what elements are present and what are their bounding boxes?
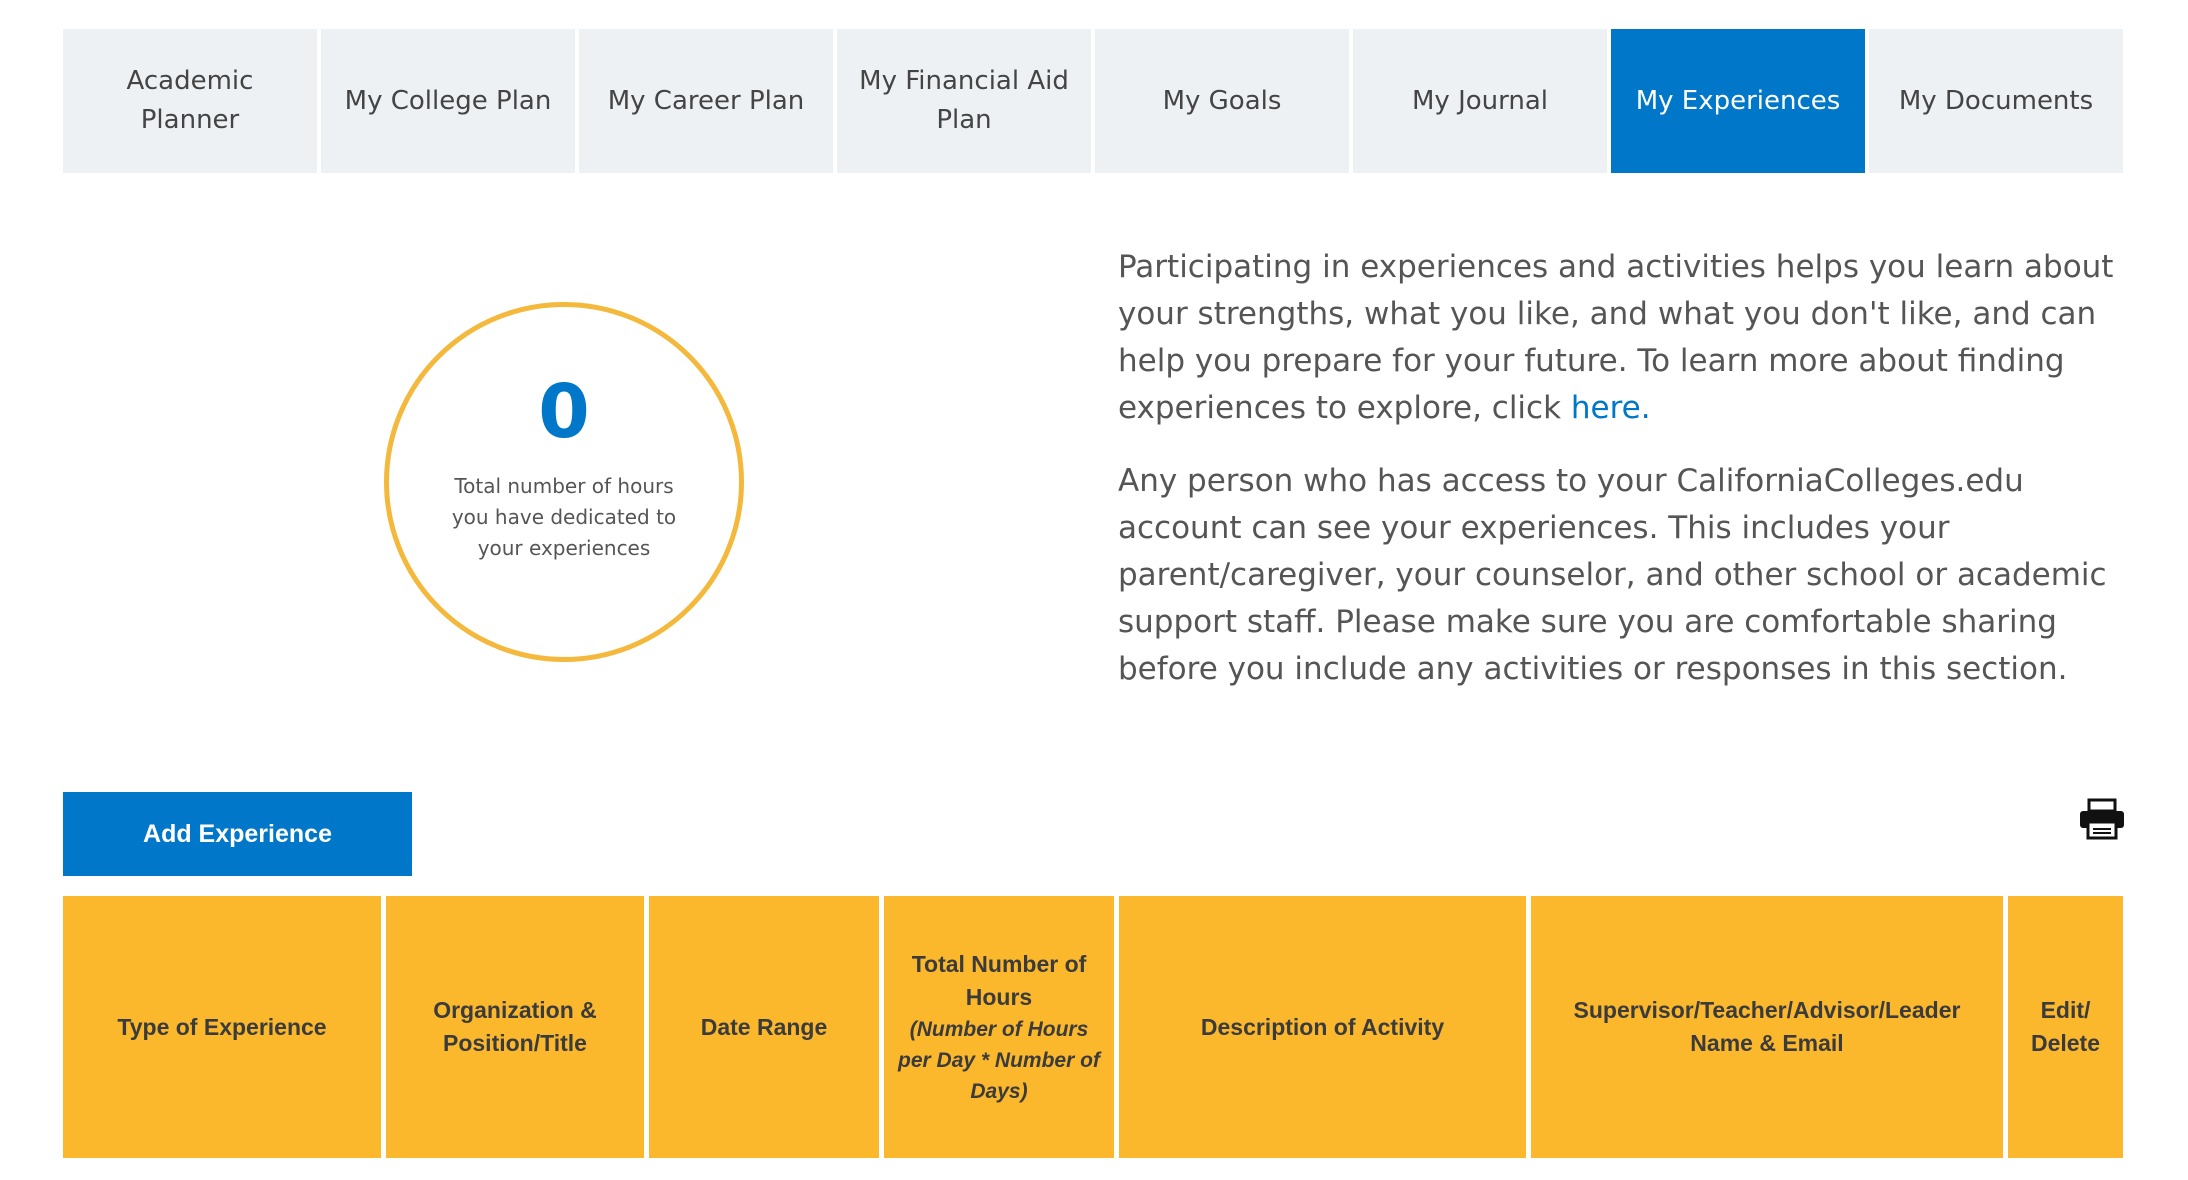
tab-my-career-plan[interactable]: My Career Plan — [579, 29, 833, 173]
hours-counter-circle — [384, 302, 744, 662]
column-header-date-range: Date Range — [649, 896, 879, 1158]
total-hours-value: 0 — [538, 369, 590, 455]
tab-my-goals[interactable]: My Goals — [1095, 29, 1349, 173]
experiences-intro — [1118, 244, 2128, 719]
tab-my-college-plan[interactable]: My College Plan — [321, 29, 575, 173]
tab-my-documents[interactable]: My Documents — [1869, 29, 2123, 173]
tab-academic-planner[interactable]: Academic Planner — [63, 29, 317, 173]
intro-paragraph-1-text: Participating in experiences and activities helps you learn about your strengths, what you like, and what you don't like, and can help you prepare for your future. To learn more about finding experiences to explore, click — [1118, 249, 2114, 426]
tab-my-financial-aid-plan[interactable]: My Financial Aid Plan — [837, 29, 1091, 173]
column-header-total-hours-note: (Number of Hours per Day * Number of Days) — [898, 1017, 1100, 1103]
tab-my-experiences[interactable]: My Experiences — [1611, 29, 1865, 173]
learn-more-link[interactable]: here. — [1570, 390, 1651, 426]
printer-icon[interactable] — [2078, 798, 2126, 840]
add-experience-button[interactable]: Add Experience — [63, 792, 412, 876]
column-header-organization: Organization & Position/Title — [386, 896, 644, 1158]
column-header-type: Type of Experience — [63, 896, 381, 1158]
total-hours-caption: Total number of hours you have dedicated to your experiences — [451, 474, 677, 560]
column-header-edit-delete: Edit/ Delete — [2008, 896, 2123, 1158]
tab-my-journal[interactable]: My Journal — [1353, 29, 1607, 173]
intro-paragraph-2: Any person who has access to your CaliforniaColleges.edu account can see your experiences. This includes your parent/caregiver, your counselor, and other school or academic support staff. Please make sure you are comfortable sharing before you include any activities or responses in this section. — [1118, 463, 2107, 687]
column-header-total-hours: Total Number of Hours (Number of Hours per Day * Number of Days) — [884, 896, 1114, 1158]
column-header-supervisor: Supervisor/Teacher/Advisor/Leader Name & Email — [1531, 896, 2003, 1158]
tab-bar — [63, 29, 2123, 173]
column-header-description: Description of Activity — [1119, 896, 1526, 1158]
experiences-table-header — [63, 896, 2123, 1158]
intro-paragraph-1 — [1118, 244, 2128, 432]
